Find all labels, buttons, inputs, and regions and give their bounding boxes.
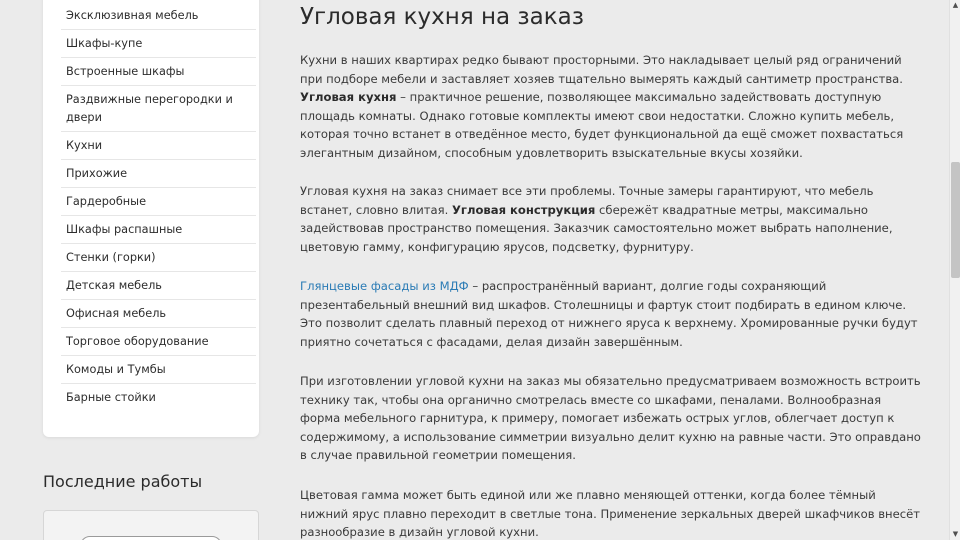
article-paragraph-2 [300, 182, 922, 256]
sidebar-item-swing-wardrobes[interactable]: Шкафы распашные [61, 216, 256, 244]
article-paragraph-5: Цветовая гамма может быть единой или же плавно меняющей оттенки, когда более тёмный нижний ярус плавно переходит в светлые тона. Применение зеркальных дверей шкафчиков внесёт разнообразие в дизайн угловой кухни. [300, 488, 921, 540]
sidebar-item-bar-counters[interactable]: Барные стойки [66, 391, 156, 404]
recent-work-card[interactable] [43, 510, 259, 540]
glossy-facades-link[interactable]: Глянцевые фасады из МДФ [300, 279, 469, 293]
paragraph-text: Кухни в наших квартирах редко бывают просторными. Это накладывает целый ряд ограничений при подборе мебели и заставляет хозяев тщательно вымерять каждый сантиметр пространства. [300, 53, 903, 86]
article-paragraph-4: При изготовлении угловой кухни на заказ мы обязательно предусматриваем возможность встроить технику так, чтобы она органично смотрелась вместе со шкафами, пеналами. Волнообразная форма мебельного гарнитура, к примеру, помогает избежать острых углов, облегчает доступ к содержимому, а использование симметрии визуально делит кухню на равные части. Это оправдано в случае правильной геометрии помещения. [300, 374, 921, 463]
sidebar-item-hallways[interactable]: Прихожие [61, 160, 256, 188]
catalog-menu [61, 2, 256, 411]
paragraph-text: сбережёт квадратные метры, максимально задействовав пространство помещения. Заказчик самостоятельно может выбрать наполнение, цветовую гамму, конфигурацию ярусов, подсветку, фурнитуру. [300, 202, 893, 254]
page-scrollbar[interactable] [949, 0, 960, 540]
sidebar-item-dressing-rooms[interactable]: Гардеробные [61, 188, 256, 216]
article-paragraph-1 [300, 51, 922, 163]
scroll-up-icon[interactable]: ▲ [952, 1, 959, 9]
paragraph-text: Угловая кухня на заказ снимает все эти проблемы. Точные замеры гарантируют, что мебель встанет, словно влитая. [300, 184, 874, 217]
sidebar-item-built-in-wardrobes[interactable]: Встроенные шкафы [61, 58, 256, 86]
scroll-down-icon[interactable]: ▼ [952, 530, 959, 538]
sidebar-item-sliding-wardrobes[interactable]: Шкафы-купе [61, 30, 256, 58]
page-title: Угловая кухня на заказ [300, 4, 584, 30]
sidebar-menu [43, 0, 259, 437]
article-paragraph-3 [300, 277, 922, 351]
sidebar-item-office-furniture[interactable]: Офисная мебель [61, 300, 256, 328]
scrollbar-thumb[interactable] [951, 162, 960, 278]
sidebar-item-wall-units[interactable]: Стенки (горки) [61, 244, 256, 272]
bold-term-corner-construction: Угловая конструкция [451, 202, 596, 217]
recent-works-heading: Последние работы [43, 472, 203, 491]
sidebar-item-exclusive-furniture[interactable]: Эксклюзивная мебель [61, 2, 256, 30]
paragraph-text: – распространённый вариант, долгие годы сохраняющий презентабельный внешний вид шкафов. Столешницы и фартук стоит подбирать в едином ключе. Это позволит сделать плавный переход от нижнего яруса к верхнему. Хромированные ручки будут приятно сочетаться с фасадами, делая дизайн завершённым. [300, 279, 918, 349]
sidebar-item-retail-equipment[interactable]: Торговое оборудование [61, 328, 256, 356]
paragraph-text: – практичное решение, позволяющее максимально задействовать доступную площадь комнаты. Однако готовые комплекты имеют свои недостатки. Сложно купить мебель, которая точно встанет в отведённое место, будет функциональной да ещё сможет похвастаться элегантным дизайном, способным удовлетворить взыскательные вкусы хозяйки. [300, 90, 904, 160]
recent-work-button[interactable] [80, 536, 222, 540]
bold-term-corner-kitchen: Угловая кухня [300, 90, 397, 105]
sidebar-item-kitchens[interactable]: Кухни [61, 132, 256, 160]
sidebar-item-sliding-partitions[interactable]: Раздвижные перегородки и двери [61, 86, 256, 132]
sidebar-item-kids-furniture[interactable]: Детская мебель [61, 272, 256, 300]
sidebar-item-dressers[interactable]: Комоды и Тумбы [61, 356, 256, 384]
